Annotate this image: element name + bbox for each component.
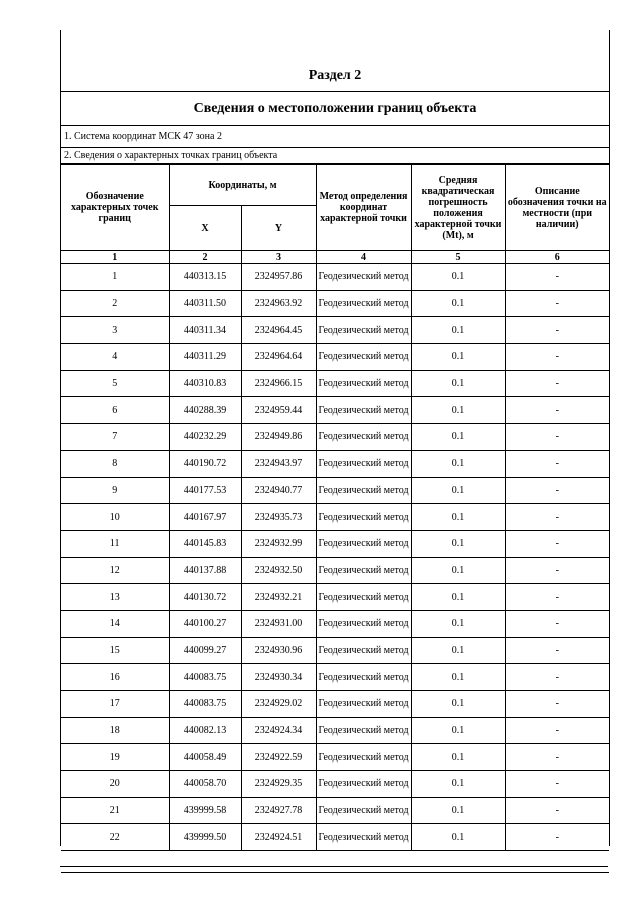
method-cell — [316, 637, 411, 664]
method-cell — [316, 584, 411, 611]
y-coordinate-cell: 2324943.97 — [241, 450, 316, 477]
method-cell — [316, 771, 411, 798]
method-cell — [316, 797, 411, 824]
point-number-cell: 6 — [61, 397, 169, 424]
error-cell: 0.1 — [411, 744, 505, 771]
point-number-cell: 5 — [61, 370, 169, 397]
x-coordinate-cell: 440311.34 — [169, 317, 241, 344]
header-error: Средняя квадратическая погрешность положения характерной точки (Mt), м — [411, 165, 505, 251]
table-row — [61, 477, 609, 504]
header-y: Y — [241, 206, 316, 251]
footer-divider — [60, 866, 608, 867]
column-number: 2 — [169, 251, 241, 264]
table-row — [61, 584, 609, 611]
error-cell: 0.1 — [411, 771, 505, 798]
x-coordinate-cell: 440311.29 — [169, 344, 241, 371]
column-number: 4 — [316, 251, 411, 264]
description-cell: - — [505, 717, 609, 744]
point-number-cell: 13 — [61, 584, 169, 611]
y-coordinate-cell: 2324924.34 — [241, 717, 316, 744]
description-cell: - — [505, 584, 609, 611]
method-cell — [316, 477, 411, 504]
y-coordinate-cell: 2324932.99 — [241, 530, 316, 557]
error-cell: 0.1 — [411, 477, 505, 504]
description-cell: - — [505, 637, 609, 664]
method-text: Геодезический метод — [318, 378, 409, 390]
table-row — [61, 450, 609, 477]
error-cell: 0.1 — [411, 264, 505, 291]
y-coordinate-cell: 2324964.64 — [241, 344, 316, 371]
table-row — [61, 610, 609, 637]
method-text: Геодезический метод — [318, 271, 409, 283]
point-number-cell: 11 — [61, 530, 169, 557]
y-coordinate-cell: 2324966.15 — [241, 370, 316, 397]
x-coordinate-cell: 440311.50 — [169, 290, 241, 317]
method-cell — [316, 504, 411, 531]
boundary-points-table — [61, 164, 609, 851]
table-row — [61, 290, 609, 317]
column-number: 1 — [61, 251, 169, 264]
error-cell: 0.1 — [411, 664, 505, 691]
method-cell — [316, 530, 411, 557]
point-number-cell: 20 — [61, 771, 169, 798]
method-cell — [316, 344, 411, 371]
header-description: Описание обозначения точки на местности (при наличии) — [505, 165, 609, 251]
method-text: Геодезический метод — [318, 458, 409, 470]
table-row — [61, 530, 609, 557]
method-text: Геодезический метод — [318, 778, 409, 790]
point-number-cell: 15 — [61, 637, 169, 664]
header-designation: Обозначение характерных точек границ — [61, 165, 169, 251]
description-cell: - — [505, 797, 609, 824]
point-number-cell: 21 — [61, 797, 169, 824]
method-text: Геодезический метод — [318, 484, 409, 496]
description-cell: - — [505, 477, 609, 504]
y-coordinate-cell: 2324929.02 — [241, 691, 316, 718]
x-coordinate-cell: 440167.97 — [169, 504, 241, 531]
method-text: Геодезический метод — [318, 564, 409, 576]
error-cell: 0.1 — [411, 290, 505, 317]
method-cell — [316, 664, 411, 691]
error-cell: 0.1 — [411, 370, 505, 397]
method-cell — [316, 610, 411, 637]
description-cell: - — [505, 530, 609, 557]
table-row — [61, 744, 609, 771]
table-row — [61, 797, 609, 824]
description-cell: - — [505, 664, 609, 691]
table-row — [61, 557, 609, 584]
y-coordinate-cell: 2324932.21 — [241, 584, 316, 611]
table-row — [61, 717, 609, 744]
point-number-cell: 8 — [61, 450, 169, 477]
error-cell: 0.1 — [411, 450, 505, 477]
point-number-cell: 18 — [61, 717, 169, 744]
y-coordinate-cell: 2324931.00 — [241, 610, 316, 637]
x-coordinate-cell: 440082.13 — [169, 717, 241, 744]
x-coordinate-cell: 440232.29 — [169, 424, 241, 451]
y-coordinate-cell: 2324957.86 — [241, 264, 316, 291]
column-number: 6 — [505, 251, 609, 264]
description-cell: - — [505, 397, 609, 424]
point-number-cell: 14 — [61, 610, 169, 637]
point-number-cell: 12 — [61, 557, 169, 584]
point-number-cell: 3 — [61, 317, 169, 344]
method-cell — [316, 450, 411, 477]
y-coordinate-cell: 2324963.92 — [241, 290, 316, 317]
description-cell: - — [505, 504, 609, 531]
error-cell: 0.1 — [411, 797, 505, 824]
y-coordinate-cell: 2324949.86 — [241, 424, 316, 451]
description-cell: - — [505, 610, 609, 637]
points-caption: 2. Сведения о характерных точках границ объекта — [61, 148, 609, 164]
error-cell: 0.1 — [411, 504, 505, 531]
description-cell: - — [505, 557, 609, 584]
x-coordinate-cell: 440288.39 — [169, 397, 241, 424]
description-cell: - — [505, 691, 609, 718]
table-body — [61, 264, 609, 851]
method-text: Геодезический метод — [318, 698, 409, 710]
x-coordinate-cell: 440130.72 — [169, 584, 241, 611]
coordinate-system-line: 1. Система координат МСК 47 зона 2 — [61, 126, 609, 148]
x-coordinate-cell: 440310.83 — [169, 370, 241, 397]
table-row — [61, 264, 609, 291]
x-coordinate-cell: 440058.70 — [169, 771, 241, 798]
error-cell: 0.1 — [411, 397, 505, 424]
method-text: Геодезический метод — [318, 298, 409, 310]
error-cell: 0.1 — [411, 424, 505, 451]
section-title: Раздел 2 — [61, 60, 609, 92]
method-cell — [316, 717, 411, 744]
description-cell: - — [505, 317, 609, 344]
column-number: 3 — [241, 251, 316, 264]
method-text: Геодезический метод — [318, 351, 409, 363]
error-cell: 0.1 — [411, 530, 505, 557]
error-cell: 0.1 — [411, 557, 505, 584]
point-number-cell: 10 — [61, 504, 169, 531]
table-row — [61, 504, 609, 531]
y-coordinate-cell: 2324930.96 — [241, 637, 316, 664]
x-coordinate-cell: 440313.15 — [169, 264, 241, 291]
x-coordinate-cell: 440177.53 — [169, 477, 241, 504]
method-text: Геодезический метод — [318, 671, 409, 683]
y-coordinate-cell: 2324927.78 — [241, 797, 316, 824]
method-text: Геодезический метод — [318, 324, 409, 336]
method-text: Геодезический метод — [318, 644, 409, 656]
x-coordinate-cell: 440137.88 — [169, 557, 241, 584]
y-coordinate-cell: 2324929.35 — [241, 771, 316, 798]
table-row — [61, 317, 609, 344]
method-text: Геодезический метод — [318, 404, 409, 416]
x-coordinate-cell: 439999.50 — [169, 824, 241, 851]
method-cell — [316, 557, 411, 584]
error-cell: 0.1 — [411, 584, 505, 611]
y-coordinate-cell: 2324959.44 — [241, 397, 316, 424]
header-method: Метод определения координат характерной точки — [316, 165, 411, 251]
description-cell: - — [505, 290, 609, 317]
point-number-cell: 2 — [61, 290, 169, 317]
description-cell: - — [505, 424, 609, 451]
method-text: Геодезический метод — [318, 618, 409, 630]
error-cell: 0.1 — [411, 610, 505, 637]
document-sheet — [60, 30, 610, 846]
table-row — [61, 370, 609, 397]
error-cell: 0.1 — [411, 317, 505, 344]
x-coordinate-cell: 440083.75 — [169, 664, 241, 691]
description-cell: - — [505, 344, 609, 371]
method-text: Геодезический метод — [318, 511, 409, 523]
x-coordinate-cell: 440083.75 — [169, 691, 241, 718]
method-text: Геодезический метод — [318, 831, 409, 843]
point-number-cell: 16 — [61, 664, 169, 691]
x-coordinate-cell: 440099.27 — [169, 637, 241, 664]
x-coordinate-cell: 440100.27 — [169, 610, 241, 637]
method-text: Геодезический метод — [318, 725, 409, 737]
table-row — [61, 397, 609, 424]
description-cell: - — [505, 264, 609, 291]
error-cell: 0.1 — [411, 717, 505, 744]
point-number-cell: 17 — [61, 691, 169, 718]
y-coordinate-cell: 2324922.59 — [241, 744, 316, 771]
table-row — [61, 664, 609, 691]
method-text: Геодезический метод — [318, 751, 409, 763]
method-cell — [316, 424, 411, 451]
x-coordinate-cell: 440190.72 — [169, 450, 241, 477]
method-text: Геодезический метод — [318, 538, 409, 550]
method-text: Геодезический метод — [318, 591, 409, 603]
method-text: Геодезический метод — [318, 805, 409, 817]
point-number-cell: 19 — [61, 744, 169, 771]
description-cell: - — [505, 824, 609, 851]
table-row — [61, 691, 609, 718]
point-number-cell: 22 — [61, 824, 169, 851]
table-row — [61, 637, 609, 664]
point-number-cell: 7 — [61, 424, 169, 451]
column-number: 5 — [411, 251, 505, 264]
y-coordinate-cell: 2324940.77 — [241, 477, 316, 504]
point-number-cell: 4 — [61, 344, 169, 371]
x-coordinate-cell: 440058.49 — [169, 744, 241, 771]
y-coordinate-cell: 2324935.73 — [241, 504, 316, 531]
method-text: Геодезический метод — [318, 431, 409, 443]
method-cell — [316, 290, 411, 317]
y-coordinate-cell: 2324932.50 — [241, 557, 316, 584]
method-cell — [316, 744, 411, 771]
method-cell — [316, 397, 411, 424]
header-x: X — [169, 206, 241, 251]
method-cell — [316, 824, 411, 851]
x-coordinate-cell: 440145.83 — [169, 530, 241, 557]
description-cell: - — [505, 744, 609, 771]
y-coordinate-cell: 2324924.51 — [241, 824, 316, 851]
description-cell: - — [505, 370, 609, 397]
error-cell: 0.1 — [411, 824, 505, 851]
error-cell: 0.1 — [411, 691, 505, 718]
table-row — [61, 344, 609, 371]
table-row — [61, 824, 609, 851]
method-cell — [316, 691, 411, 718]
description-cell: - — [505, 450, 609, 477]
x-coordinate-cell: 439999.58 — [169, 797, 241, 824]
method-cell — [316, 317, 411, 344]
table-tail-row — [61, 852, 609, 873]
description-cell: - — [505, 771, 609, 798]
table-row — [61, 771, 609, 798]
point-number-cell: 9 — [61, 477, 169, 504]
header-coordinates: Координаты, м — [169, 165, 316, 206]
table-row — [61, 424, 609, 451]
info-title: Сведения о местоположении границ объекта — [61, 92, 609, 126]
method-cell — [316, 370, 411, 397]
error-cell: 0.1 — [411, 344, 505, 371]
y-coordinate-cell: 2324930.34 — [241, 664, 316, 691]
method-cell — [316, 264, 411, 291]
error-cell: 0.1 — [411, 637, 505, 664]
y-coordinate-cell: 2324964.45 — [241, 317, 316, 344]
point-number-cell: 1 — [61, 264, 169, 291]
